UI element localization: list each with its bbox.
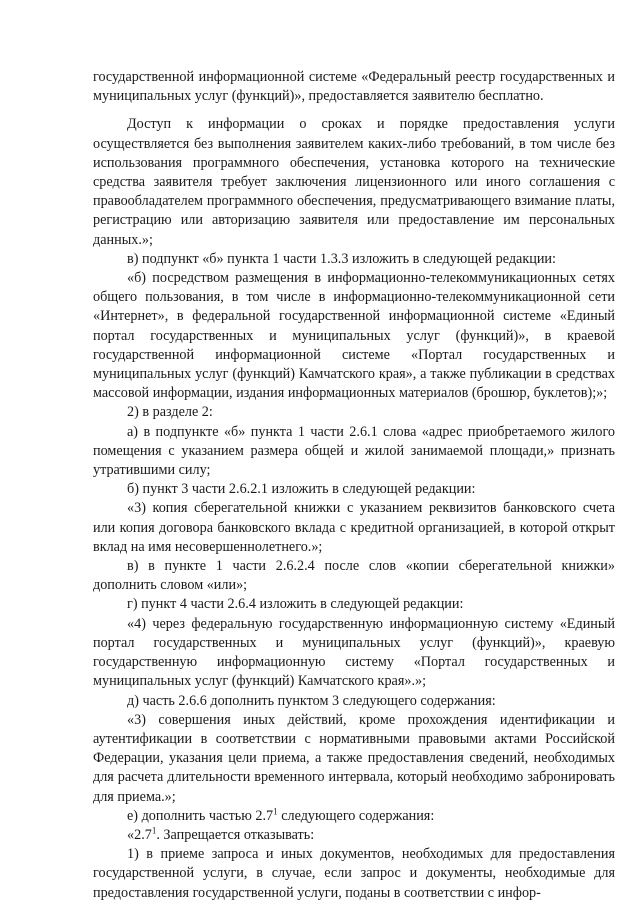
paragraph-quote-3-savings: «3) копия сберегательной книжки с указанием реквизитов банковского счета или копия договора банковского вклада с кредитной организацией, в которой открыт вклад на имя несовершеннолетнего.»; xyxy=(93,500,615,555)
paragraph-part-2-7-1 xyxy=(93,826,615,845)
paragraph-item-1-refusal: 1) в приеме запроса и иных документов, необходимых для предоставления государственной услуги, в случае, если запрос и документы, необходимые для предоставления государственной услуги, поданы в соответствии с инфор- xyxy=(93,846,615,901)
paragraph-continuation: государственной информационной системе «Федеральный реестр государственных и муниципальных услуг (функций)», предоставляется заявителю бесплатно. xyxy=(93,69,615,105)
superscript: 1 xyxy=(151,825,157,836)
superscript: 1 xyxy=(273,805,278,816)
paragraph-item-e-text-before: е) дополнить частью 2.7 xyxy=(127,807,274,824)
paragraph-item-g-2-6-4: г) пункт 4 части 2.6.4 изложить в следующей редакции: xyxy=(127,596,464,613)
paragraph-item-a-2-6-1: а) в подпункте «б» пункта 1 части 2.6.1 слова «адрес приобретаемого жилого помещения с указанием размера общей и жилой занимаемой площади,» признать утратившими силу; xyxy=(93,423,615,479)
paragraph-item-e-2-7-1 xyxy=(93,807,615,826)
paragraph-item-v-2-6-2-4: в) в пункте 1 части 2.6.2.4 после слов «копии сберегательной книжки» дополнить словом «или»; xyxy=(93,558,615,594)
paragraph-item-b-2-6-2-1: б) пункт 3 части 2.6.2.1 изложить в следующей редакции: xyxy=(127,481,476,498)
paragraph-quote-b: «б) посредством размещения в информационно-телекоммуникационных сетях общего пользования, в том числе в информационно-телекоммуникационной сети «Интернет», в федеральной государственной информационной системе «Единый портал государственных и муниципальных услуг (функций)», в краевой государственной информационной системе «Портал государственных и муниципальных услуг (функций) Камчатского края», а также публикации в средствах массовой информации, издания информационных материалов (брошюр, буклетов);»; xyxy=(93,270,615,402)
paragraph-quote-4-portal: «4) через федеральную государственную информационную систему «Единый портал государственных и муниципальных услуг (функций)», краевую государственную информационную систему «Портал государственных и муниципальных услуг (функций) Камчатского края».»; xyxy=(93,615,615,690)
paragraph-access-info: Доступ к информации о сроках и порядке предоставления услуги осуществляется без выполнения заявителем каких-либо требований, в том числе без использования программного обеспечения, установка которого на технические средства заявителя требует заключения лицензионного или иного соглашения с правообладателем программного обеспечения, предусматривающего взимание платы, регистрацию или авторизацию заявителя или предоставление им персональных данных.»; xyxy=(93,116,615,248)
paragraph-item-v-1-3-3: в) подпункт «б» пункта 1 части 1.3.3 изложить в следующей редакции: xyxy=(127,250,556,267)
paragraph-part-text-before: «2.7 xyxy=(127,826,152,843)
paragraph-section-2: 2) в разделе 2: xyxy=(127,404,213,421)
document-page xyxy=(93,68,615,903)
paragraph-item-e-text-after: следующего содержания: xyxy=(277,807,435,824)
paragraph-quote-3-actions: «3) совершения иных действий, кроме прохождения идентификации и аутентификации в соответствии с нормативными правовыми актами Российской Федерации, указания цели приема, а также предоставления сведений, необходимых для расчета длительности временного интервала, который необходимо забронировать для приема.»; xyxy=(93,711,615,805)
paragraph-part-text-after: . Запрещается отказывать: xyxy=(156,826,315,843)
paragraph-item-d-2-6-6: д) часть 2.6.6 дополнить пунктом 3 следующего содержания: xyxy=(127,692,496,709)
